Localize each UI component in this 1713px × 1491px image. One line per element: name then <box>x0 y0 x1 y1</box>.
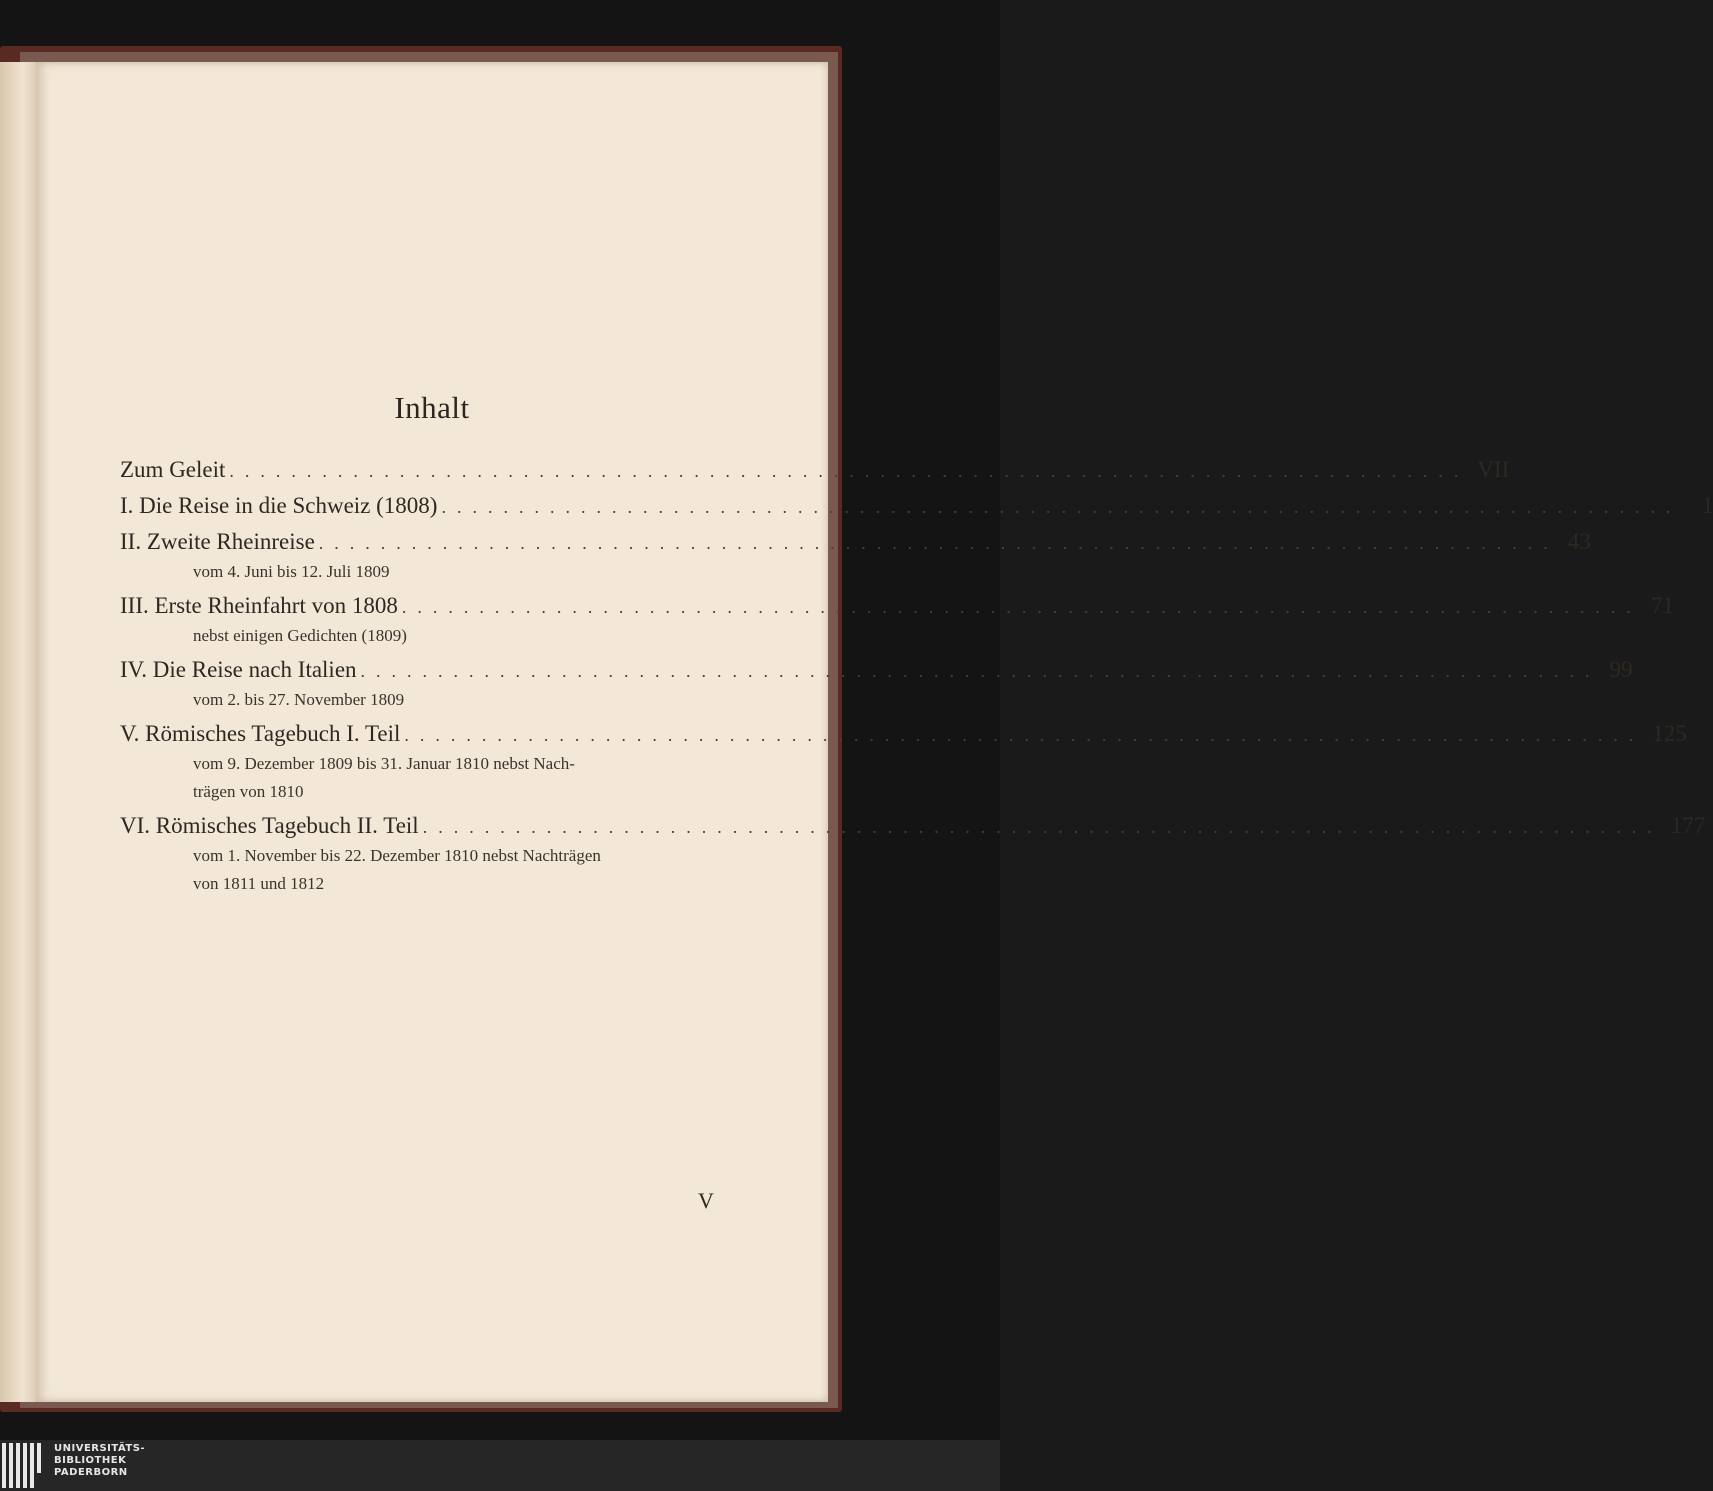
logo-text-line1: UNIVERSITÄTS- <box>54 1443 146 1454</box>
toc-entry-title: III. Erste Rheinfahrt von 1808 <box>120 593 398 618</box>
toc-entry-title: I. Die Reise in die Schweiz (1808) <box>120 493 438 518</box>
toc-entry-title: Zum Geleit <box>120 457 226 482</box>
toc-entry <box>120 590 1674 654</box>
dot-leader: ................................................................................ <box>401 597 1642 617</box>
toc-entry <box>120 454 1510 490</box>
table-of-contents <box>120 454 1713 902</box>
toc-entry-title: VI. Römisches Tagebuch II. Teil <box>120 813 419 838</box>
toc-entry-subtitle: trägen von 1810 <box>193 782 304 801</box>
library-logo-icon <box>2 1443 48 1488</box>
toc-row <box>120 718 1687 750</box>
dot-leader: ................................................................................ <box>360 661 1601 681</box>
toc-entry-page: VII <box>1477 457 1510 482</box>
toc-entry <box>120 490 1713 526</box>
toc-entry <box>120 718 1687 810</box>
toc-entry-subtitle: vom 9. Dezember 1809 bis 31. Januar 1810 nebst Nach- <box>193 754 575 773</box>
dot-leader: ................................................................................ <box>441 497 1682 517</box>
toc-row <box>120 810 1706 842</box>
toc-entry-subtitle: vom 1. November bis 22. Dezember 1810 nebst Nachträgen <box>193 846 601 865</box>
dot-leader: ................................................................................ <box>404 725 1645 745</box>
toc-entry-subtitle: vom 2. bis 27. November 1809 <box>193 690 405 709</box>
book-page <box>36 62 1713 1402</box>
toc-row <box>120 526 1591 558</box>
page-number: V <box>698 1188 714 1213</box>
dot-leader: ................................................................................ <box>229 461 1470 481</box>
logo-text-line3: PADERBORN <box>54 1467 128 1478</box>
toc-entry-title: V. Römisches Tagebuch I. Teil <box>120 721 401 746</box>
toc-entry-page: 99 <box>1609 657 1633 682</box>
toc-entry-title: IV. Die Reise nach Italien <box>120 657 357 682</box>
logo-text-line2: BIBLIOTHEK <box>54 1455 127 1466</box>
toc-entry-page: 1 <box>1701 493 1713 518</box>
toc-entry-page: 71 <box>1650 593 1674 618</box>
toc-entry-title: II. Zweite Rheinreise <box>120 529 315 554</box>
previous-page-edge <box>0 62 38 1402</box>
toc-entry-page: 125 <box>1652 721 1687 746</box>
dot-leader: ................................................................................ <box>318 533 1559 553</box>
toc-row <box>120 490 1713 522</box>
footer-bar <box>0 1440 1000 1491</box>
toc-row <box>120 454 1510 486</box>
toc-entry-subtitle: von 1811 und 1812 <box>193 874 325 893</box>
toc-entry-page: 43 <box>1567 529 1591 554</box>
toc-entry <box>120 654 1633 718</box>
toc-entry <box>120 810 1706 902</box>
toc-entry-subtitle: nebst einigen Gedichten (1809) <box>193 626 407 645</box>
toc-row <box>120 654 1633 686</box>
toc-row <box>120 590 1674 622</box>
dot-leader: ................................................................................ <box>422 817 1663 837</box>
toc-entry <box>120 526 1591 590</box>
toc-entry-page: 177 <box>1670 813 1706 838</box>
toc-entry-subtitle: vom 4. Juni bis 12. Juli 1809 <box>193 562 390 581</box>
page-title: Inhalt <box>394 390 470 425</box>
